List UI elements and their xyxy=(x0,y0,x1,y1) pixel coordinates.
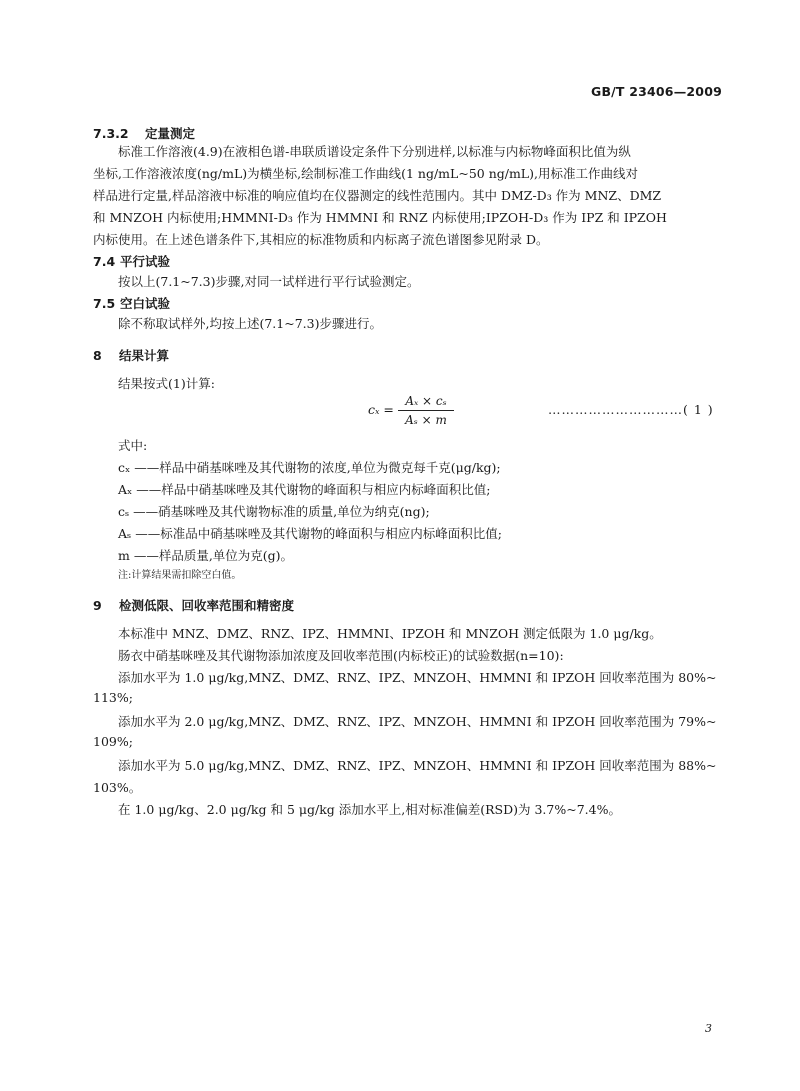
heading-title: 定量测定 xyxy=(145,126,196,141)
paragraph-line: 109%; xyxy=(93,734,133,749)
heading-number: 9 xyxy=(93,598,102,613)
paragraph-line: 标准工作溶液(4.9)在液相色谱-串联质谱设定条件下分别进样,以标准与内标物峰面积比值为纵 xyxy=(118,144,631,159)
variable-definition: cₓ ——样品中硝基咪唑及其代谢物的浓度,单位为微克每千克(μg/kg); xyxy=(118,460,501,475)
paragraph-line: 在 1.0 μg/kg、2.0 μg/kg 和 5 μg/kg 添加水平上,相对标准偏差(RSD)为 3.7%~7.4%。 xyxy=(118,802,621,817)
paragraph-line: 103%。 xyxy=(93,780,142,795)
fraction-bar xyxy=(398,410,454,411)
note: 注:计算结果需扣除空白值。 xyxy=(118,570,242,581)
formula-denominator: Aₛ × m xyxy=(405,413,447,427)
formula-numerator: Aₓ × cₛ xyxy=(405,394,447,408)
page-number: 3 xyxy=(705,1022,712,1035)
paragraph-line: 按以上(7.1~7.3)步骤,对同一试样进行平行试验测定。 xyxy=(118,274,420,289)
paragraph-line: 和 MNZOH 内标使用;HMMNI-D₃ 作为 HMMNI 和 RNZ 内标使用;IPZOH-D₃ 作为 IPZ 和 IPZOH xyxy=(93,210,667,225)
heading-9 xyxy=(93,596,294,614)
heading-number: 7.4 xyxy=(93,254,116,269)
heading-title: 空白试验 xyxy=(120,296,171,311)
paragraph-line: 113%; xyxy=(93,690,133,705)
formula-lhs: cₓ = xyxy=(368,402,394,417)
paragraph-line: 内标使用。在上述色谱条件下,其相应的标准物质和内标离子流色谱图参见附录 D。 xyxy=(93,232,549,247)
heading-7-3-2 xyxy=(93,124,195,142)
paragraph-line: 样品进行定量,样品溶液中标准的响应值均在仪器测定的线性范围内。其中 DMZ-D₃ 作为 MNZ、DMZ xyxy=(93,188,662,203)
paragraph-line: 肠衣中硝基咪唑及其代谢物添加浓度及回收率范围(内标校正)的试验数据(n=10): xyxy=(118,648,564,663)
paragraph-line: 本标准中 MNZ、DMZ、RNZ、IPZ、HMMNI、IPZOH 和 MNZOH 测定低限为 1.0 μg/kg。 xyxy=(118,626,662,641)
where-label: 式中: xyxy=(118,438,148,453)
paragraph-line: 坐标,工作溶液浓度(ng/mL)为横坐标,绘制标准工作曲线(1 ng/mL~50 ng/mL),用标准工作曲线对 xyxy=(93,166,638,181)
variable-definition: Aₛ ——标准品中硝基咪唑及其代谢物的峰面积与相应内标峰面积比值; xyxy=(118,526,502,541)
heading-title: 检测低限、回收率范围和精密度 xyxy=(119,598,295,613)
equation-number: …………………………( 1 ) xyxy=(548,402,714,417)
variable-definition: m ——样品质量,单位为克(g)。 xyxy=(118,548,294,563)
paragraph-line: 添加水平为 1.0 μg/kg,MNZ、DMZ、RNZ、IPZ、MNZOH、HMMNI 和 IPZOH 回收率范围为 80%~ xyxy=(118,670,717,685)
heading-7-5 xyxy=(93,294,170,312)
paragraph-line: 添加水平为 2.0 μg/kg,MNZ、DMZ、RNZ、IPZ、MNZOH、HMMNI 和 IPZOH 回收率范围为 79%~ xyxy=(118,714,717,729)
paragraph-line: 除不称取试样外,均按上述(7.1~7.3)步骤进行。 xyxy=(118,316,382,331)
variable-definition: Aₓ ——样品中硝基咪唑及其代谢物的峰面积与相应内标峰面积比值; xyxy=(118,482,491,497)
formula-intro: 结果按式(1)计算: xyxy=(118,376,215,391)
heading-7-4 xyxy=(93,252,170,270)
heading-number: 8 xyxy=(93,348,102,363)
heading-number: 7.3.2 xyxy=(93,126,129,141)
heading-8 xyxy=(93,346,169,364)
paragraph-line: 添加水平为 5.0 μg/kg,MNZ、DMZ、RNZ、IPZ、MNZOH、HMMNI 和 IPZOH 回收率范围为 88%~ xyxy=(118,758,717,773)
heading-title: 结果计算 xyxy=(119,348,170,363)
variable-definition: cₛ ——硝基咪唑及其代谢物标准的质量,单位为纳克(ng); xyxy=(118,504,430,519)
formula-fraction xyxy=(398,394,454,427)
heading-number: 7.5 xyxy=(93,296,116,311)
heading-title: 平行试验 xyxy=(120,254,171,269)
standard-number: GB/T 23406—2009 xyxy=(590,84,722,99)
